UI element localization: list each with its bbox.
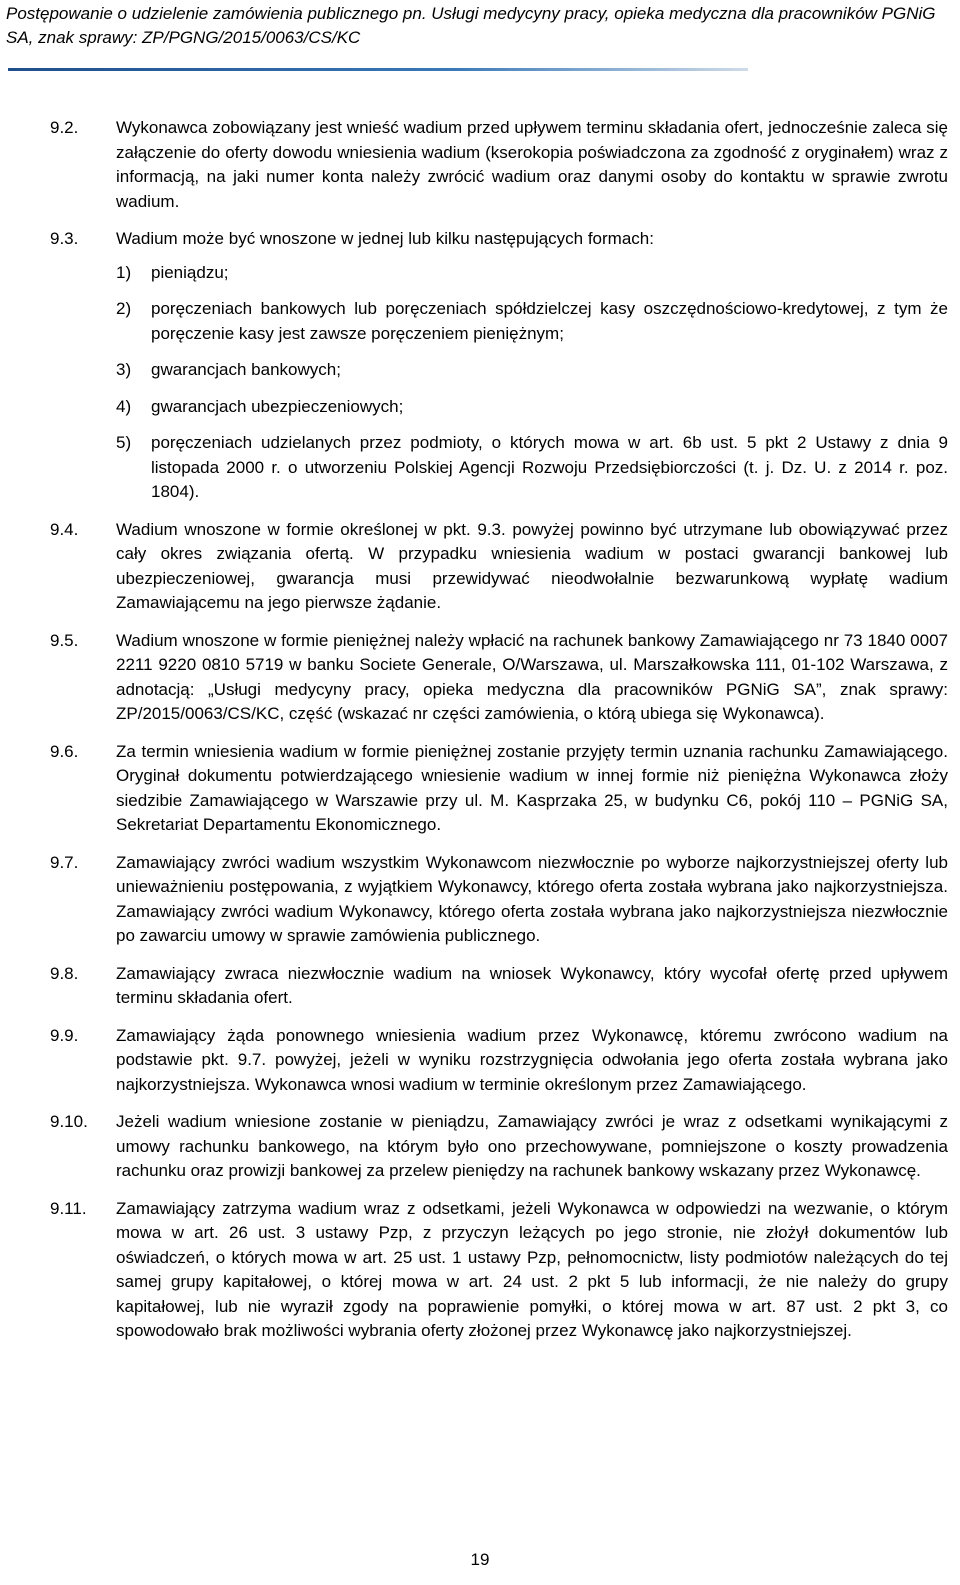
section-text: Wadium wnoszone w formie pieniężnej należy wpłacić na rachunek bankowy Zamawiającego nr 73 1840 0007 2211 9220 0810 5719 w banku Societe Generale, O/Warszawa, ul. Marszałkowska 111, 01-102 Warszawa, z adnotacją: „Usługi medycyny pracy, opieka medyczna dla pracowników PGNiG SA”, znak sprawy: ZP/2015/0063/CS/KC, część (wskazać nr części zamówienia, o którą ubiega się Wykonawca). [116,630,948,723]
section-text: Wadium wnoszone w formie określonej w pkt. 9.3. powyżej powinno być utrzymane lub obowiązywać przez cały okres związania ofertą. W przypadku wniesienia wadium w postaci gwarancji bankowej lub ubezpieczeniowej, gwarancja musi przewidywać nieodwołalnie bezwarunkową wypłatę wadium Zamawiającemu na jego pierwsze żądanie. [116,519,948,612]
section-text: Jeżeli wadium wniesione zostanie w pieniądzu, Zamawiający zwróci je wraz z odsetkami wynikającymi z umowy rachunku bankowego, na którym było ono przechowywane, pomniejszone o koszty prowadzenia rachunku oraz prowizji bankowej za przelew pieniędzy na rachunek bankowy wskazany przez Wykonawcę. [116,1112,948,1180]
section-text: Wykonawca zobowiązany jest wnieść wadium przed upływem terminu składania ofert, jednocześnie zaleca się załączenie do oferty dowodu wniesienia wadium (kserokopia poświadczona za zgodność z oryginałem) wraz z informacją, na jaki numer konta należy zwrócić wadium oraz danymi osoby do kontaktu w sprawie zwrotu wadium. [116,118,948,211]
header-divider [8,68,748,71]
list-item-text: gwarancjach ubezpieczeniowych; [151,396,404,416]
section-9-5 [0,629,960,727]
header-title: Postępowanie o udzielenie zamówienia publicznego pn. Usługi medycyny pracy, opieka medyczna dla pracowników PGNiG SA, znak sprawy: ZP/PGNG/2015/0063/CS/KC [6,4,936,47]
document-header [6,2,946,50]
section-text: Zamawiający zwraca niezwłocznie wadium na wniosek Wykonawcy, który wycofał ofertę przed upływem terminu składania ofert. [116,963,948,1007]
list-item-number: 1) [116,262,132,282]
document-body [0,116,960,1357]
section-text: Wadium może być wnoszone w jednej lub kilku następujących formach: [116,229,654,248]
page-number: 19 [470,1550,490,1569]
list-item-text: poręczeniach bankowych lub poręczeniach spółdzielczej kasy oszczędnościowo-kredytowej, z tym że poręczenie kasy jest zawsze poręczeniem pieniężnym; [151,299,948,343]
section-number: 9.3. [50,229,79,248]
section-text: Zamawiający żąda ponownego wniesienia wadium przez Wykonawcę, któremu zwrócono wadium na podstawie pkt. 9.7. powyżej, jeżeli w wyniku rozstrzygnięcia odwołania jego oferta została wybrana jako najkorzystniejsza. Wykonawca wnosi wadium w terminie określonym przez Zamawiającego. [116,1025,948,1094]
section-text: Zamawiający zwróci wadium wszystkim Wykonawcom niezwłocznie po wyborze najkorzystniejszej oferty lub unieważnieniu postępowania, z wyjątkiem Wykonawcy, którego oferta została wybrana jako najkorzystniejsza. Zamawiający zwróci wadium Wykonawcy, którego oferta została wybrana jako najkorzystniejsza niezwłocznie po zawarciu umowy w sprawie zamówienia publicznego. [116,852,948,945]
section-9-4 [0,518,960,616]
section-number: 9.4. [50,519,79,539]
list-item [0,358,960,383]
list-item-text: poręczeniach udzielanych przez podmioty, o których mowa w art. 6b ust. 5 pkt 2 Ustawy z dnia 9 listopada 2000 r. o utworzeniu Polskiej Agencji Rozwoju Przedsiębiorczości (t. j. Dz. U. z 2014 r. poz. 1804). [151,433,948,501]
section-9-2 [0,116,960,214]
section-number: 9.5. [50,630,79,650]
form-list [0,261,960,505]
section-number: 9.2. [50,118,79,137]
list-item-number: 3) [116,360,132,379]
section-text: Zamawiający zatrzyma wadium wraz z odsetkami, jeżeli Wykonawca w odpowiedzi na wezwanie, o którym mowa w art. 26 ust. 3 ustawy Pzp, z przyczyn leżących po jego stronie, nie złożył dokumentów lub oświadczeń, o których mowa w art. 25 ust. 1 ustawy Pzp, pełnomocnictw, listy podmiotów należących do tej samej grupy kapitałowej, o której mowa w art. 24 ust. 2 pkt 5 lub informacji, że nie należy do grupy kapitałowej, lub nie wyraził zgody na poprawienie pomyłki, o której mowa w art. 87 ust. 2 pkt 3, co spowodowało brak możliwości wybrania oferty złożonej przez Wykonawcę jako najkorzystniejszej. [116,1198,948,1340]
list-item-text: pieniądzu; [151,262,229,282]
list-item [0,431,960,505]
section-9-3 [0,227,960,505]
section-number: 9.7. [50,852,79,872]
list-item-number: 5) [116,433,132,452]
section-number: 9.9. [50,1025,79,1045]
section-9-11 [0,1197,960,1344]
section-number: 9.8. [50,963,79,983]
section-text: Za termin wniesienia wadium w formie pieniężnej zostanie przyjęty termin uznania rachunku Zamawiającego. Oryginał dokumentu potwierdzającego wniesienie wadium w innej formie niż pieniężna Wykonawca złoży siedzibie Zamawiającego w Warszawie przy ul. M. Kasprzaka 25, w budynku C6, pokój 110 – PGNiG SA, Sekretariat Departamentu Ekonomicznego. [116,741,948,834]
list-item-number: 4) [116,396,132,416]
list-item-number: 2) [116,299,132,318]
list-item [0,395,960,420]
section-9-9 [0,1024,960,1098]
section-number: 9.10. [50,1112,88,1131]
section-number: 9.6. [50,741,79,761]
list-item-text: gwarancjach bankowych; [151,360,341,379]
section-number: 9.11. [50,1198,87,1218]
section-9-7 [0,851,960,949]
section-9-8 [0,962,960,1011]
list-item [0,261,960,286]
list-item [0,297,960,346]
section-9-6 [0,740,960,838]
section-9-10 [0,1110,960,1184]
